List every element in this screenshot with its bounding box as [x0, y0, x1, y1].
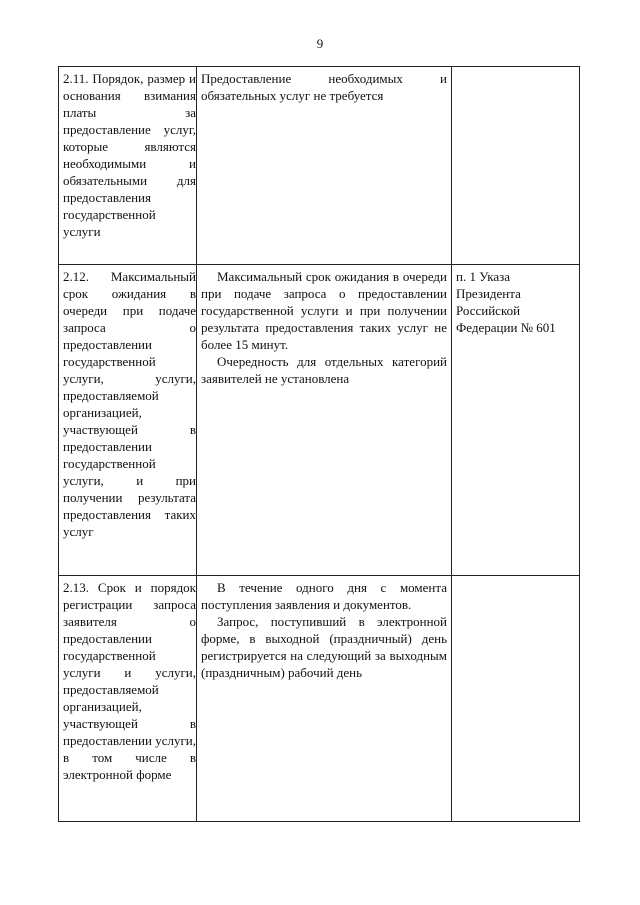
section-content-paragraph: В течение одного дня с момента поступления заявления и документов.	[201, 580, 447, 612]
section-content-cell	[197, 576, 452, 822]
legal-basis-cell	[452, 265, 580, 576]
section-title: 2.13. Срок и порядок регистрации запроса заявителя о предоставлении государственной услуги и услуги, предоставляемой организацией, участвующей в предоставлении услуги, в том числе в электронной форме	[63, 580, 197, 782]
section-content-paragraph: Запрос, поступивший в электронной форме, в выходной (праздничный) день регистрируется на следующий за выходным (праздничным) рабочий день	[201, 614, 447, 680]
section-title-cell	[59, 576, 197, 822]
section-title: 2.12. Максимальный срок ожидания в очереди при подаче запроса о предоставлении государственной услуги, услуги, предоставляемой организацией, участвующей в предоставлении государственной услуги, и при получении результата предоставления таких услуг	[63, 269, 196, 539]
section-content-cell	[197, 67, 452, 265]
table-row	[59, 67, 580, 265]
legal-basis-cell	[452, 67, 580, 265]
section-content-paragraph: Предоставление необходимых и обязательных услуг не требуется	[201, 71, 447, 103]
table-row	[59, 265, 580, 576]
section-title: 2.11. Порядок, размер и основания взимания платы за предоставление услуг, которые являются необходимыми и обязательными для предоставления государственной услуги	[63, 71, 196, 239]
section-content-paragraph: Максимальный срок ожидания в очереди при подаче запроса о предоставлении государственной услуги и при получении результата предоставления таких услуг не более 15 минут.	[201, 269, 447, 352]
table-row	[59, 576, 580, 822]
section-content-cell	[197, 265, 452, 576]
regulation-table	[58, 66, 580, 822]
page-number: 9	[316, 36, 324, 51]
section-content-paragraph: Очередность для отдельных категорий заявителей не установлена	[201, 354, 447, 386]
section-title-cell	[59, 67, 197, 265]
legal-basis-cell	[452, 576, 580, 822]
legal-basis: п. 1 Указа Президента Российской Федерации № 601	[456, 269, 556, 335]
section-title-cell	[59, 265, 197, 576]
